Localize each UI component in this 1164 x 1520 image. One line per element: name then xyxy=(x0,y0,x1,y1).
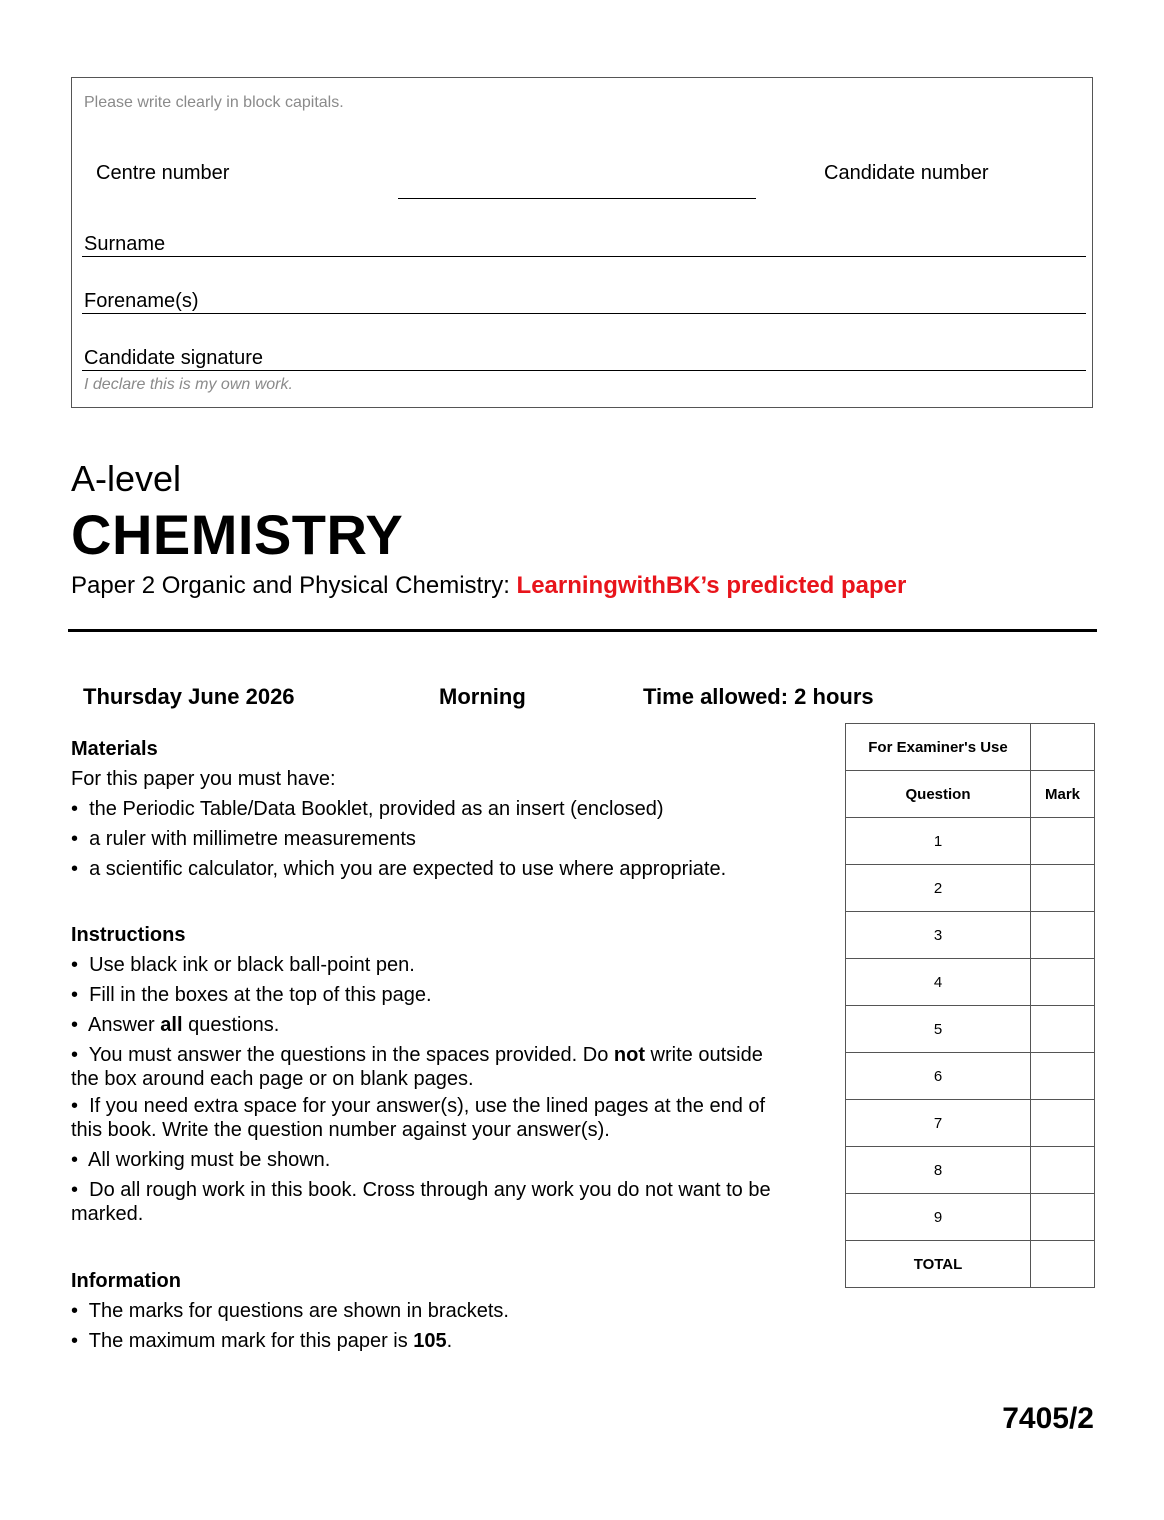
mark-cell[interactable] xyxy=(1031,1100,1095,1147)
paper-code: 7405/2 xyxy=(1002,1402,1094,1435)
examiner-use-title: For Examiner's Use xyxy=(846,724,1031,771)
table-row xyxy=(846,818,1095,865)
mark-cell[interactable] xyxy=(1031,1147,1095,1194)
mark-cell[interactable] xyxy=(1031,818,1095,865)
table-row xyxy=(846,724,1095,771)
information-section xyxy=(71,1266,791,1356)
question-number: 8 xyxy=(846,1147,1031,1194)
total-label: TOTAL xyxy=(846,1241,1031,1288)
materials-intro: For this paper you must have: xyxy=(71,768,336,790)
paper-title-highlight: LearningwithBK’s predicted paper xyxy=(516,572,907,599)
table-row xyxy=(846,771,1095,818)
question-number: 1 xyxy=(846,818,1031,865)
list-item: • Fill in the boxes at the top of this page. xyxy=(71,984,432,1006)
centre-number-label: Centre number xyxy=(96,162,230,184)
declaration-text: I declare this is my own work. xyxy=(84,376,293,393)
block-capitals-hint: Please write clearly in block capitals. xyxy=(84,94,344,111)
list-item: • Answer all questions. xyxy=(71,1014,280,1036)
materials-section xyxy=(71,734,791,884)
signature-field[interactable] xyxy=(82,342,1086,371)
instructions-heading: Instructions xyxy=(71,924,186,946)
information-list xyxy=(71,1296,791,1356)
table-row xyxy=(846,1100,1095,1147)
table-row xyxy=(846,865,1095,912)
list-item: • The maximum mark for this paper is 105. xyxy=(71,1330,453,1352)
list-item: • Do all rough work in this book. Cross through any work you do not want to be marked. xyxy=(71,1179,771,1225)
forename-field[interactable] xyxy=(82,285,1086,314)
question-number: 6 xyxy=(846,1053,1031,1100)
candidate-details-box xyxy=(71,77,1093,408)
table-row xyxy=(846,1194,1095,1241)
materials-heading: Materials xyxy=(71,738,158,760)
question-number: 7 xyxy=(846,1100,1031,1147)
information-heading: Information xyxy=(71,1270,181,1292)
list-item: • All working must be shown. xyxy=(71,1149,331,1171)
mark-cell[interactable] xyxy=(1031,1053,1095,1100)
subject-title: CHEMISTRY xyxy=(71,503,404,566)
question-number: 4 xyxy=(846,959,1031,1006)
list-item: • a scientific calculator, which you are expected to use where appropriate. xyxy=(71,858,727,880)
total-mark-cell[interactable] xyxy=(1031,1241,1095,1288)
signature-label: Candidate signature xyxy=(84,347,264,369)
table-row xyxy=(846,912,1095,959)
table-row xyxy=(846,1147,1095,1194)
forename-label: Forename(s) xyxy=(84,290,199,312)
table-row xyxy=(846,1006,1095,1053)
list-item: • You must answer the questions in the spaces provided. Do not write outside the box around each page or on blank pages. xyxy=(71,1044,763,1090)
surname-label: Surname xyxy=(84,233,166,255)
header-divider xyxy=(68,629,1097,632)
paper-title-prefix: Paper 2 Organic and Physical Chemistry: xyxy=(71,572,517,599)
mark-cell[interactable] xyxy=(1031,912,1095,959)
mark-header: Mark xyxy=(1031,771,1095,818)
examiner-use-table xyxy=(845,723,1095,1288)
mark-cell[interactable] xyxy=(1031,1194,1095,1241)
question-number: 2 xyxy=(846,865,1031,912)
mark-cell[interactable] xyxy=(1031,865,1095,912)
exam-session: Morning xyxy=(439,684,526,709)
instructions-section xyxy=(71,920,791,1229)
table-row xyxy=(846,1241,1095,1288)
mark-cell[interactable] xyxy=(1031,959,1095,1006)
list-item: • the Periodic Table/Data Booklet, provided as an insert (enclosed) xyxy=(71,798,664,820)
mark-cell[interactable] xyxy=(1031,1006,1095,1053)
question-number: 5 xyxy=(846,1006,1031,1053)
qualification-level: A-level xyxy=(71,458,182,499)
question-number: 9 xyxy=(846,1194,1031,1241)
table-cell xyxy=(1031,724,1095,771)
list-item: • Use black ink or black ball-point pen. xyxy=(71,954,415,976)
list-item: • The marks for questions are shown in brackets. xyxy=(71,1300,509,1322)
paper-title xyxy=(71,572,906,600)
instructions-list xyxy=(71,950,791,1226)
table-row xyxy=(846,959,1095,1006)
table-row xyxy=(846,1053,1095,1100)
candidate-number-label: Candidate number xyxy=(824,162,989,184)
time-allowed: Time allowed: 2 hours xyxy=(643,684,874,709)
surname-field[interactable] xyxy=(82,228,1086,257)
materials-list xyxy=(71,794,791,884)
exam-date: Thursday June 2026 xyxy=(83,684,295,709)
list-item: • a ruler with millimetre measurements xyxy=(71,828,416,850)
question-number: 3 xyxy=(846,912,1031,959)
question-header: Question xyxy=(846,771,1031,818)
centre-candidate-divider-line xyxy=(398,198,756,199)
list-item: • If you need extra space for your answer(s), use the lined pages at the end of this book. Write the question number against your answer(s). xyxy=(71,1095,766,1141)
